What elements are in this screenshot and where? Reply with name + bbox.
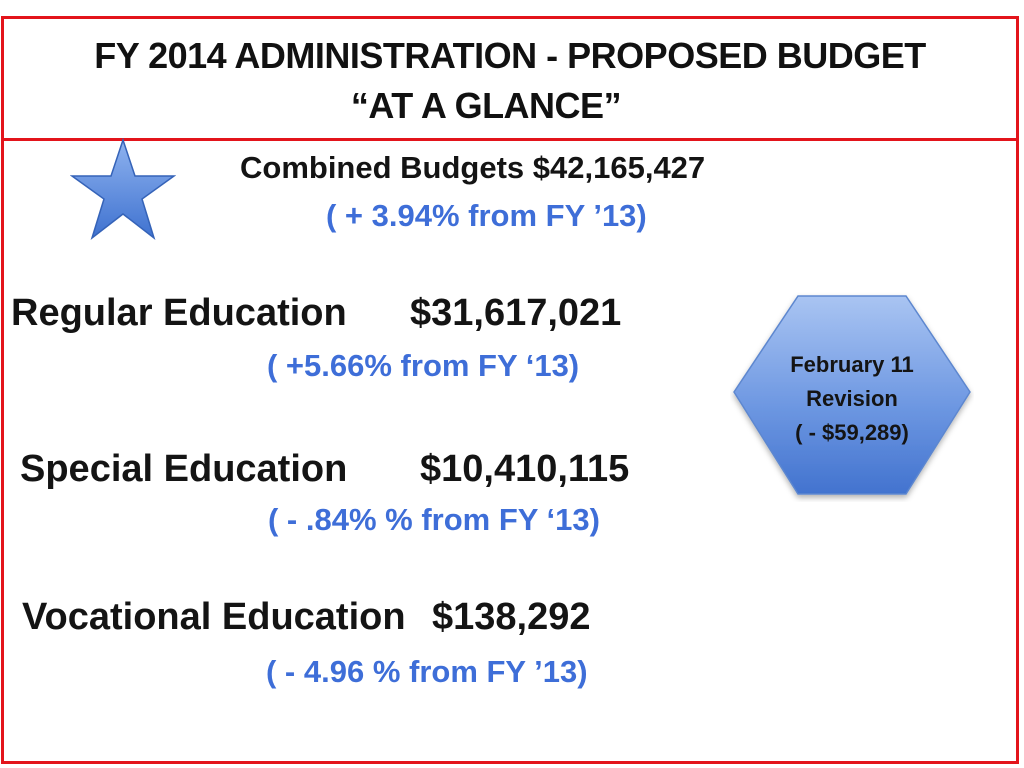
vocational-education-change: ( - 4.96 % from FY ’13) — [266, 654, 588, 689]
revision-text — [730, 348, 974, 450]
vocational-education-amount: $138,292 — [432, 596, 591, 638]
star-icon — [70, 138, 176, 242]
slide-title-line-1: FY 2014 ADMINISTRATION - PROPOSED BUDGET — [94, 35, 926, 76]
special-education-change: ( - .84% % from FY ‘13) — [268, 502, 600, 537]
vocational-education-label: Vocational Education — [22, 596, 406, 638]
regular-education-change: ( +5.66% from FY ‘13) — [267, 348, 580, 383]
revision-date: February 11 — [790, 352, 914, 377]
revision-amount: ( - $59,289) — [795, 420, 909, 445]
slide-title-line-2: “AT A GLANCE” — [350, 85, 622, 126]
combined-budgets-label: Combined Budgets $42,165,427 — [240, 150, 706, 185]
regular-education-amount: $31,617,021 — [410, 292, 622, 334]
revision-label: Revision — [806, 386, 898, 411]
title-box — [4, 19, 1016, 141]
combined-budgets-change: ( + 3.94% from FY ’13) — [326, 198, 647, 233]
regular-education-label: Regular Education — [11, 292, 347, 334]
special-education-amount: $10,410,115 — [420, 448, 630, 490]
special-education-label: Special Education — [20, 448, 348, 490]
